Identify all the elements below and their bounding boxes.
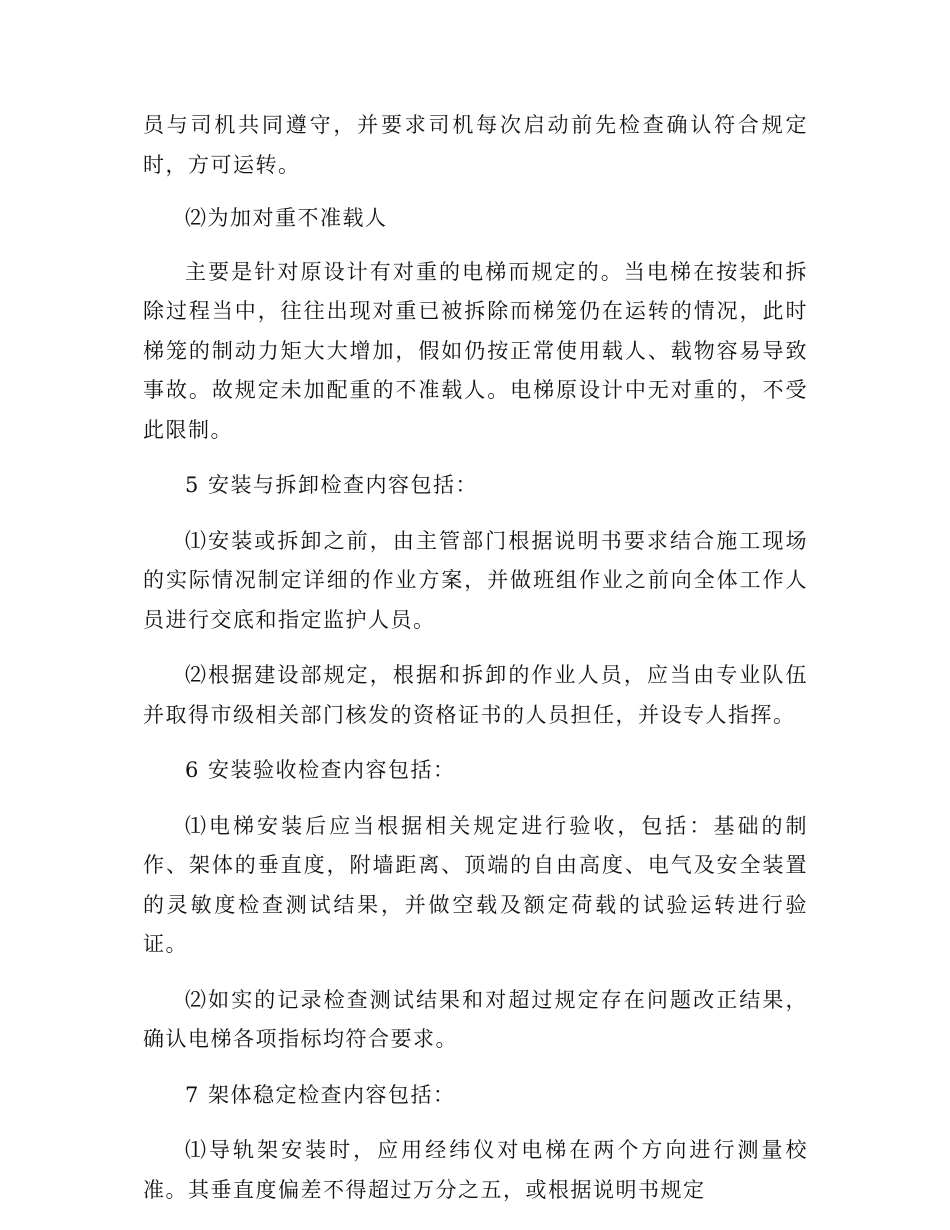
paragraph-install-1: ⑴安装或拆卸之前，由主管部门根据说明书要求结合施工现场的实际情况制定详细的作业方案，并做班组作业之前向全体工作人员进行交底和指定监护人员。 — [143, 528, 808, 632]
paragraph-acceptance-1: ⑴电梯安装后应当根据相关规定进行验收，包括：基础的制作、架体的垂直度，附墙距离、顶端的自由高度、电气及安全装置的灵敏度检查测试结果，并做空载及额定荷载的试验运转进行验证。 — [143, 813, 808, 956]
section-heading-5: 5 安装与拆卸检查内容包括： — [185, 473, 479, 497]
item-heading-2: ⑵为加对重不准载人 — [185, 206, 388, 230]
paragraph-continuation: 员与司机共同遵守，并要求司机每次启动前先检查确认符合规定时，方可运转。 — [143, 113, 808, 177]
paragraph-counterweight: 主要是针对原设计有对重的电梯而规定的。当电梯在按装和拆除过程当中，往往出现对重已被拆除而梯笼仍在运转的情况，此时梯笼的制动力矩大大增加，假如仍按正常使用载人、载物容易导致事故。故规定未加配重的不准载人。电梯原设计中无对重的，不受此限制。 — [143, 259, 808, 442]
paragraph-stability-1: ⑴导轨架安装时，应用经纬仪对电梯在两个方向进行测量校准。其垂直度偏差不得超过万分之五，或根据说明书规定 — [143, 1138, 808, 1202]
document-body — [143, 106, 808, 1210]
section-heading-7: 7 架体稳定检查内容包括： — [185, 1082, 456, 1107]
paragraph-install-2: ⑵根据建设部规定，根据和拆卸的作业人员，应当由专业队伍并取得市级相关部门核发的资格证书的人员担任，并设专人指挥。 — [143, 663, 808, 727]
paragraph-acceptance-2: ⑵如实的记录检查测试结果和对超过规定存在问题改正结果，确认电梯各项指标均符合要求。 — [143, 987, 808, 1051]
section-heading-6: 6 安装验收检查内容包括： — [185, 758, 456, 782]
